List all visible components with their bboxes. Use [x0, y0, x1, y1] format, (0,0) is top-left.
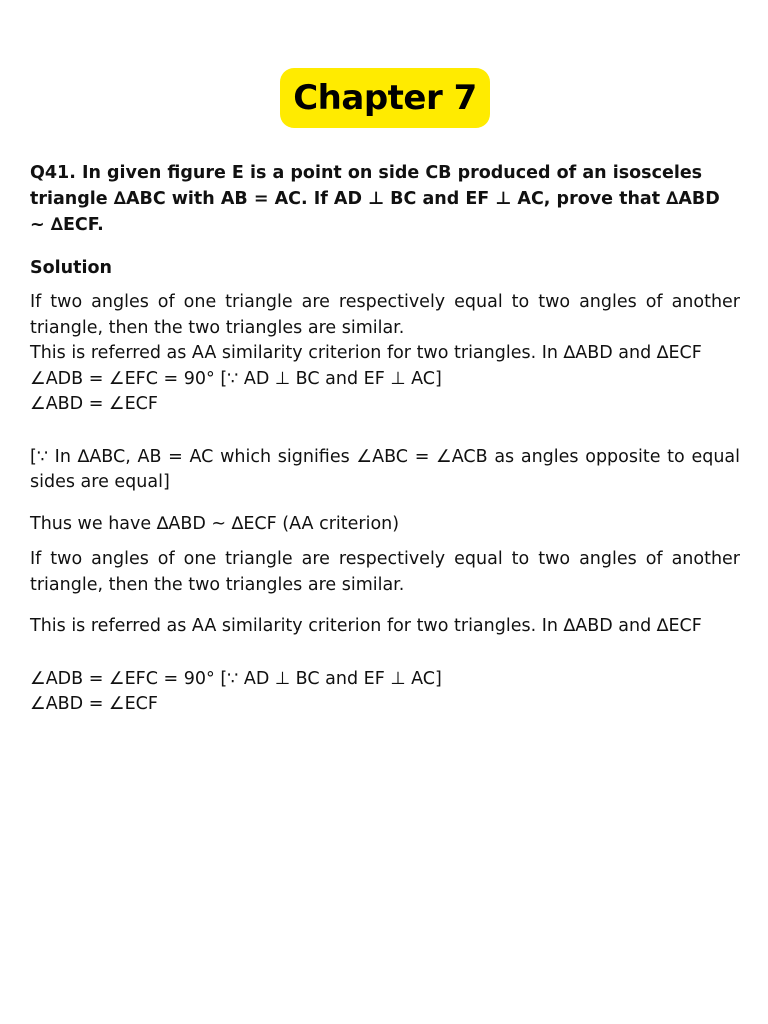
equation-4: ∠ABD = ∠ECF [30, 694, 158, 714]
equation-1: ∠ADB = ∠EFC = 90° [∵ AD ⊥ BC and EF ⊥ AC] [30, 368, 442, 389]
chapter-badge [280, 68, 490, 128]
equation-3: ∠ADB = ∠EFC = 90° [∵ AD ⊥ BC and EF ⊥ AC] [30, 668, 442, 689]
solution-paragraph-6: This is referred as AA similarity criterion for two triangles. In ∆ABD and ∆ECF [30, 616, 702, 636]
solution-paragraph-3: [∵ In ∆ABC, AB = AC which signifies ∠ABC = ∠ACB as angles opposite to equal sides are equal] [30, 446, 740, 492]
solution-paragraph-5: If two angles of one triangle are respectively equal to two angles of another triangle, then the two triangles are similar. [30, 549, 740, 595]
solution-conclusion: Thus we have ∆ABD ~ ∆ECF (AA criterion) [30, 513, 400, 534]
solution-heading: Solution [30, 258, 112, 278]
document-body [30, 160, 740, 718]
chapter-title: Chapter 7 [293, 78, 477, 118]
equation-2: ∠ABD = ∠ECF [30, 394, 158, 414]
solution-paragraph-2: This is referred as AA similarity criterion for two triangles. In ∆ABD and ∆ECF [30, 343, 702, 363]
question-text: Q41. In given figure E is a point on side CB produced of an isosceles triangle ∆ABC with AB = AC. If AD ⊥ BC and EF ⊥ AC, prove that ∆ABD ~ ∆ECF. [30, 163, 720, 235]
solution-paragraph-1: If two angles of one triangle are respectively equal to two angles of another triangle, then the two triangles are similar. [30, 292, 740, 338]
